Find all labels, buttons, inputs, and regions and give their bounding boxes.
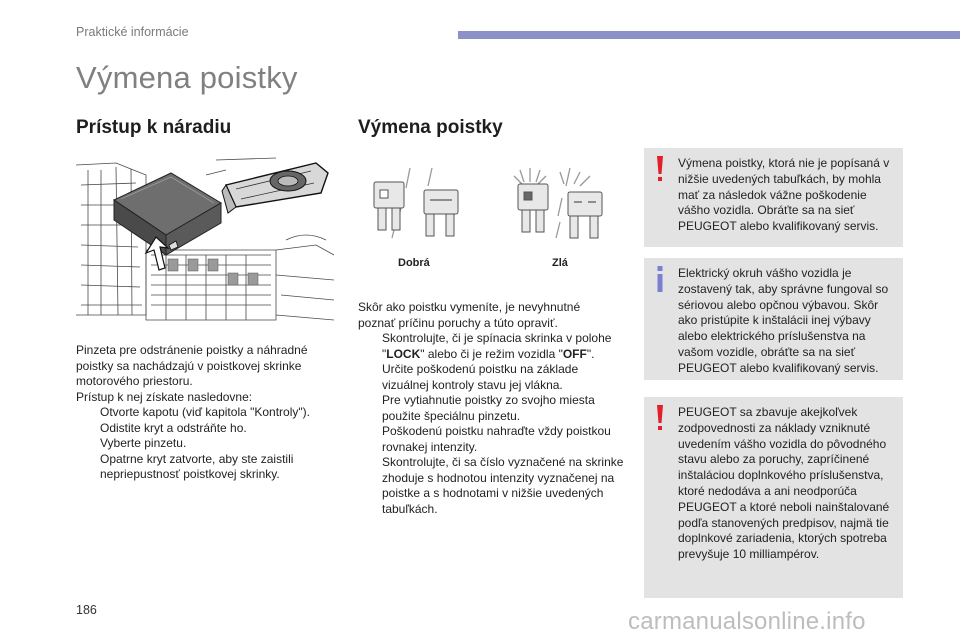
list-item: Skontrolujte, či sa číslo vyznačené na skrinke zhoduje s hodnotou intenzity vyznačenej na poistke a s hodnotami v nižšie uvedených tabuľkách.: [382, 455, 624, 516]
list-item: Vyberte pinzetu.: [100, 436, 187, 450]
warning-note-1: [644, 148, 903, 247]
page-title: Výmena poistky: [76, 60, 298, 95]
list-item: Skontrolujte, či je spínacia skrinka v polohe "LOCK" alebo či je režim vozidla "OFF".: [382, 331, 612, 361]
header-accent-bar: [458, 31, 960, 39]
list-item: Opatrne kryt zatvorte, aby ste zaistili nepriepustnosť poistkovej skrinky.: [100, 451, 294, 481]
tool-access-paragraph: Pinzeta pre odstránenie poistky a náhradné poistky sa nachádzajú v poistkovej skrinke motorového priestoru.: [76, 343, 308, 388]
tool-access-text: [76, 343, 328, 483]
page-number: 186: [76, 603, 97, 617]
note-text: PEUGEOT sa zbavuje akejkoľvek zodpovednosti za náklady vzniknuté uvedením vášho vozidla do pôvodného stavu alebo za poruchy, zapríčinené inštaláciou doplnkového príslušenstva, ktoré nedodáva a ani neodporúča PEUGEOT a ktoré neboli nainštalované podľa stanovených predpisov, najmä tie doplnkové zariadenia, ktorých spotreba prevyšuje 10 milliampérov.: [678, 405, 890, 562]
fuse-replacement-text: [358, 300, 628, 517]
fuse-label-good: Dobrá: [398, 257, 430, 269]
note-text: Elektrický okruh vášho vozidla je zostavený tak, aby správne fungoval so sériovou alebo opčnou výbavou. Skôr ako pristúpite k inštalácii inej výbavy alebo elektrického príslušenstva na vašom vozidle, obráťte sa na sieť PEUGEOT alebo kvalifikovaný servis.: [678, 266, 889, 375]
fuse-label-bad: Zlá: [552, 257, 568, 269]
tool-access-steps: [76, 405, 328, 483]
heading-tool-access: Prístup k náradiu: [76, 117, 232, 138]
list-item: Odistite kryt a odstráňte ho.: [100, 420, 247, 435]
replacement-intro-1: Skôr ako poistku vymeníte, je nevyhnutné: [358, 300, 581, 314]
watermark: carmanualsonline.info: [628, 608, 866, 635]
replacement-steps: [358, 331, 628, 517]
list-item: Pre vytiahnutie poistky zo svojho miesta použite špeciálnu pinzetu.: [382, 393, 595, 423]
lock-keyword: LOCK: [386, 346, 421, 361]
off-keyword: OFF: [562, 346, 587, 361]
info-i-icon: [650, 264, 670, 294]
section-title: Praktické informácie: [76, 25, 189, 39]
warning-exclamation-icon: [650, 403, 670, 433]
engine-bay-fuse-box-illustration: [76, 155, 334, 325]
warning-note-2: [644, 397, 903, 598]
tool-access-intro: Prístup k nej získate nasledovne:: [76, 389, 253, 404]
warning-exclamation-icon: [650, 154, 670, 184]
list-item: Otvorte kapotu (viď kapitola "Kontroly").: [100, 405, 310, 419]
info-note: [644, 258, 903, 380]
heading-fuse-replacement: Výmena poistky: [358, 117, 503, 138]
fuse-comparison-illustration: [360, 160, 620, 250]
list-item: Poškodenú poistku nahraďte vždy poistkou rovnakej intenzity.: [382, 424, 611, 454]
replacement-intro-2: poznať príčinu poruchy a túto opraviť.: [358, 315, 558, 330]
note-text: Výmena poistky, ktorá nie je popísaná v nižšie uvedených tabuľkách, by mohla mať za následok vážne poškodenie vášho vozidla. Obráťte sa na sieť PEUGEOT alebo kvalifikovaný servis.: [678, 156, 890, 234]
list-item: Určite poškodenú poistku na základe vizuálnej kontroly stavu jej vlákna.: [382, 362, 579, 392]
